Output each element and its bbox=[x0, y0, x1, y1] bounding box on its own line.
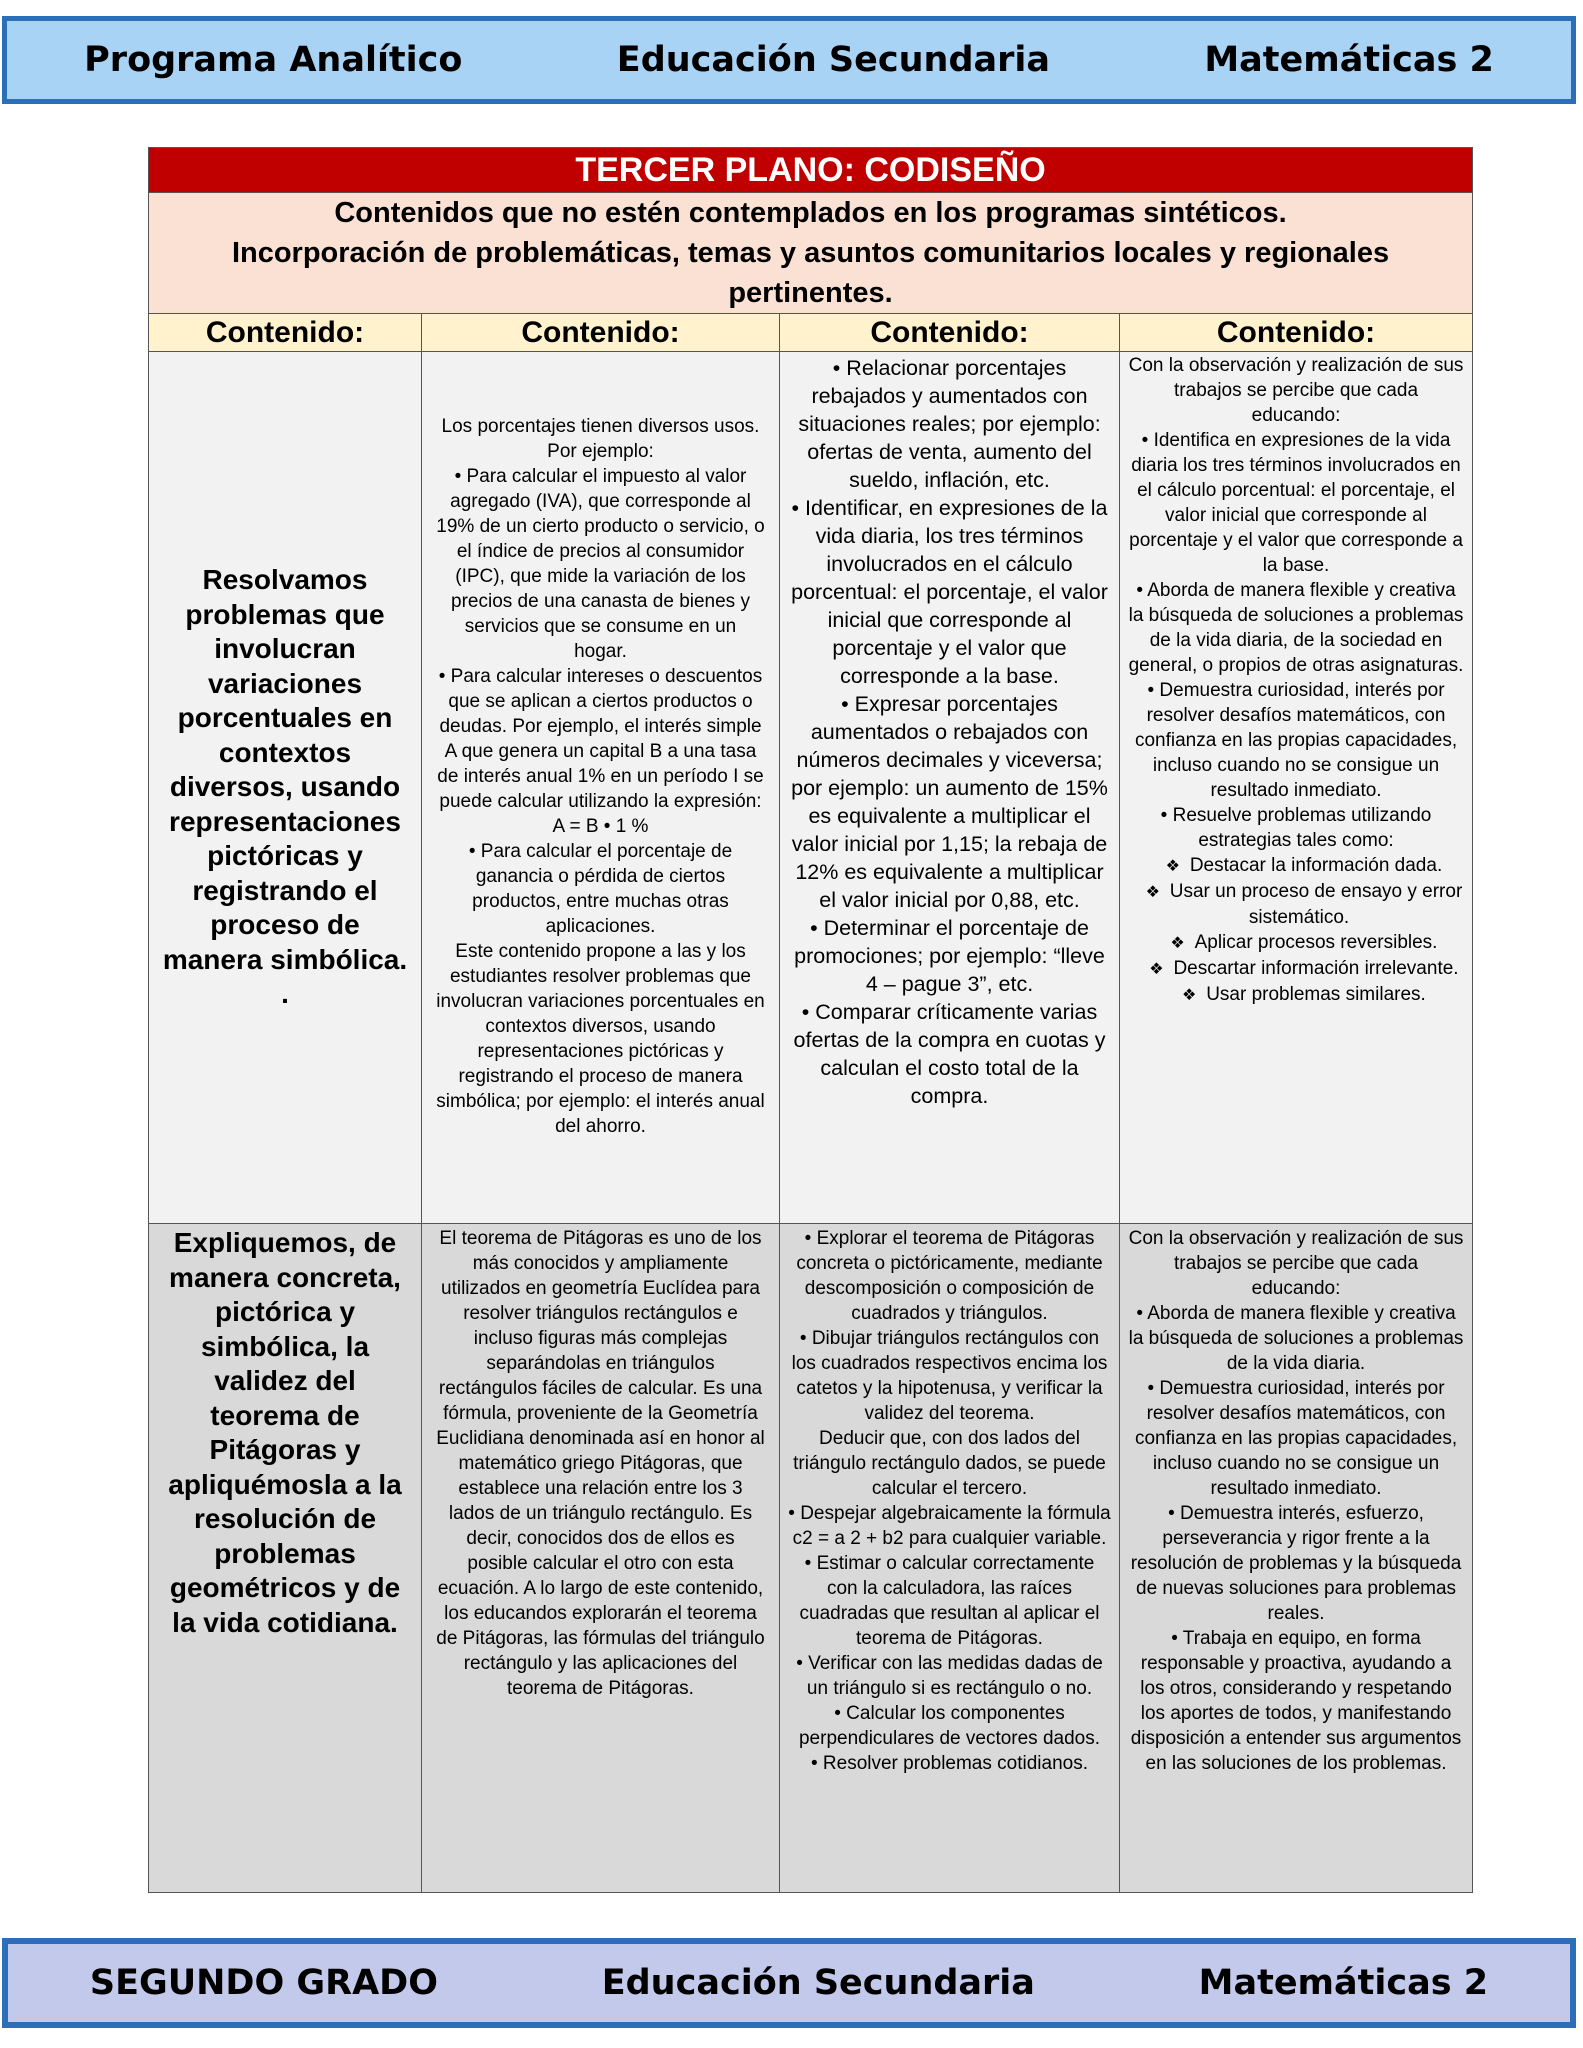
footer-subject: Matemáticas 2 bbox=[1198, 1963, 1489, 2003]
table-subtitle bbox=[149, 193, 1473, 314]
evaluation-item: • Trabaja en equipo, en forma responsable y proactiva, ayudando a los otros, considerando y respetando los aportes de todos, y manifestando disposición a entender sus argumentos en las soluciones de los problemas. bbox=[1130, 1628, 1462, 1774]
codesign-table bbox=[148, 147, 1472, 1893]
topic-cell bbox=[149, 352, 422, 1224]
table-row bbox=[149, 1224, 1473, 1893]
strategy-text: Aplicar procesos reversibles. bbox=[1194, 932, 1438, 953]
evaluation-item: • Demuestra curiosidad, interés por resolver desafíos matemáticos, con confianza en las propias capacidades, incluso cuando no se consigue un resultado inmediato. bbox=[1134, 1378, 1458, 1499]
header-program: Programa Analítico bbox=[84, 40, 463, 80]
learning-item: • Verificar con las medidas dadas de un triángulo si es rectángulo o no. bbox=[796, 1653, 1103, 1699]
column-header: Contenido: bbox=[780, 314, 1120, 352]
header-level: Educación Secundaria bbox=[616, 40, 1051, 80]
strategy-item bbox=[1128, 956, 1464, 982]
strategy-text: Usar problemas similares. bbox=[1206, 984, 1426, 1005]
learning-item: • Determinar el porcentaje de promociones; por ejemplo: “lleve 4 – pague 3”, etc. bbox=[794, 916, 1105, 996]
column-header: Contenido: bbox=[1120, 314, 1473, 352]
table-title: TERCER PLANO: CODISEÑO bbox=[149, 148, 1473, 193]
evaluation-item: • Aborda de manera flexible y creativa la búsqueda de soluciones a problemas de la vida diaria. bbox=[1128, 1303, 1464, 1374]
learning-cell bbox=[780, 1224, 1120, 1893]
learning-item: • Relacionar porcentajes rebajados y aumentados con situaciones reales; por ejemplo: ofertas de venta, aumento del sueldo, inflación, etc. bbox=[798, 356, 1101, 492]
learning-item: • Resolver problemas cotidianos. bbox=[810, 1753, 1088, 1774]
description-paragraph: Los porcentajes tienen diversos usos. Por ejemplo: bbox=[441, 416, 760, 462]
description-cell bbox=[422, 352, 780, 1224]
description-paragraph: El teorema de Pitágoras es uno de los más conocidos y ampliamente utilizados en geometría Euclídea para resolver triángulos rectángulos e incluso figuras más complejas separándolas en triángulos rectángulos fáciles de calcular. Es una fórmula, proveniente de la Geometría Euclidiana denominada así en honor al matemático griego Pitágoras, que establece una relación entre los 3 lados de un triángulo rectángulo. Es decir, conocidos dos de ellos es posible calcular el otro con esta ecuación. A lo largo de este contenido, los educandos explorarán el teorema de Pitágoras, las fórmulas del triángulo rectángulo y las aplicaciones del teorema de Pitágoras. bbox=[436, 1228, 765, 1699]
evaluation-item: Con la observación y realización de sus trabajos se percibe que cada educando: bbox=[1128, 1228, 1464, 1299]
topic-dot: . bbox=[281, 978, 289, 1010]
diamond-bullet-icon: ❖ bbox=[1149, 961, 1164, 978]
footer-level: Educación Secundaria bbox=[601, 1963, 1035, 2003]
topic-text: Expliquemos, de manera concreta, pictórica y simbólica, la validez del teorema de Pitágoras y apliquémosla a la resolución de problemas geométricos y de la vida cotidiana. bbox=[168, 1227, 402, 1638]
description-paragraph: • Para calcular el impuesto al valor agregado (IVA), que corresponde al 19% de un cierto producto o servicio, o el índice de precios al consumidor (IPC), que mide la variación de los precios de una canasta de bienes y servicios que se consume en un hogar. bbox=[436, 466, 765, 662]
footer-grade: SEGUNDO GRADO bbox=[89, 1963, 438, 2003]
strategy-item bbox=[1128, 982, 1464, 1008]
evaluation-cell bbox=[1120, 352, 1473, 1224]
evaluation-item: • Demuestra interés, esfuerzo, perseverancia y rigor frente a la resolución de problemas y la búsqueda de nuevas soluciones para problemas reales. bbox=[1130, 1503, 1462, 1624]
learning-item: • Comparar críticamente varias ofertas de la compra en cuotas y calculan el costo total de la compra. bbox=[793, 1000, 1106, 1108]
evaluation-item: • Identifica en expresiones de la vida diaria los tres términos involucrados en el cálculo porcentual: el porcentaje, el valor inicial que corresponde al porcentaje y el valor que corresponde a la base. bbox=[1129, 430, 1463, 576]
learning-item: • Estimar o calcular correctamente con la calculadora, las raíces cuadradas que resultan al aplicar el teorema de Pitágoras. bbox=[799, 1553, 1100, 1649]
evaluation-item: • Aborda de manera flexible y creativa la búsqueda de soluciones a problemas de la vida diaria, de la sociedad en general, o propios de otras asignaturas. bbox=[1128, 580, 1464, 676]
learning-item: Deducir que, con dos lados del triángulo rectángulo dados, se puede calcular el tercero. bbox=[793, 1428, 1106, 1499]
learning-item: • Identificar, en expresiones de la vida diaria, los tres términos involucrados en el cálculo porcentual: el porcentaje, el valor inicial que corresponde al porcentaje y el valor que corresponde a la base. bbox=[791, 496, 1108, 688]
column-header: Contenido: bbox=[149, 314, 422, 352]
subtitle-line-2: Incorporación de problemáticas, temas y asuntos comunitarios locales y regionales pertinentes. bbox=[231, 237, 1390, 309]
learning-item: • Explorar el teorema de Pitágoras concreta o pictóricamente, mediante descomposición o composición de cuadrados y triángulos. bbox=[796, 1228, 1103, 1324]
footer-banner bbox=[2, 1938, 1576, 2028]
learning-item: • Despejar algebraicamente la fórmula c2 = a 2 + b2 para cualquier variable. bbox=[788, 1503, 1111, 1549]
header-subject: Matemáticas 2 bbox=[1204, 40, 1494, 80]
description-paragraph: Este contenido propone a las y los estudiantes resolver problemas que involucran variaciones porcentuales en contextos diversos, usando representaciones pictóricas y registrando el proceso de manera simbólica; por ejemplo: el interés anual del ahorro. bbox=[436, 941, 765, 1137]
diamond-bullet-icon: ❖ bbox=[1145, 884, 1160, 901]
evaluation-item: Con la observación y realización de sus trabajos se percibe que cada educando: bbox=[1128, 355, 1464, 426]
learning-cell bbox=[780, 352, 1120, 1224]
strategy-text: Destacar la información dada. bbox=[1189, 855, 1443, 876]
column-header: Contenido: bbox=[422, 314, 780, 352]
diamond-bullet-icon: ❖ bbox=[1165, 858, 1180, 875]
strategy-text: Usar un proceso de ensayo y error sistemático. bbox=[1169, 881, 1463, 928]
evaluation-cell bbox=[1120, 1224, 1473, 1893]
table-row bbox=[149, 352, 1473, 1224]
subtitle-line-1: Contenidos que no estén contemplados en los programas sintéticos. bbox=[334, 197, 1287, 229]
description-cell bbox=[422, 1224, 780, 1893]
strategy-text: Descartar información irrelevante. bbox=[1173, 958, 1459, 979]
strategy-item bbox=[1128, 853, 1464, 879]
topic-cell bbox=[149, 1224, 422, 1893]
evaluation-item: • Demuestra curiosidad, interés por resolver desafíos matemáticos, con confianza en las propias capacidades, incluso cuando no se consigue un resultado inmediato. bbox=[1134, 680, 1458, 801]
evaluation-item: • Resuelve problemas utilizando estrategias tales como: bbox=[1160, 805, 1432, 851]
description-paragraph: • Para calcular el porcentaje de ganancia o pérdida de ciertos productos, entre muchas otras aplicaciones. bbox=[468, 841, 733, 937]
learning-item: • Expresar porcentajes aumentados o rebajados con números decimales y viceversa; por ejemplo: un aumento de 15% es equivalente a multiplicar el valor inicial por 1,15; la rebaja de 12% es equivalente a multiplicar el valor inicial por 0,88, etc. bbox=[791, 692, 1108, 912]
topic-text: Resolvamos problemas que involucran variaciones porcentuales en contextos diversos, usando representaciones pictóricas y registrando el proceso de manera simbólica. bbox=[162, 564, 408, 975]
strategy-item bbox=[1128, 930, 1464, 956]
strategy-item bbox=[1128, 879, 1464, 930]
diamond-bullet-icon: ❖ bbox=[1170, 935, 1185, 952]
learning-item: • Calcular los componentes perpendiculares de vectores dados. bbox=[798, 1703, 1101, 1749]
diamond-bullet-icon: ❖ bbox=[1182, 987, 1197, 1004]
header-banner bbox=[2, 16, 1576, 104]
learning-item: • Dibujar triángulos rectángulos con los cuadrados respectivos encima los catetos y la hipotenusa, y verificar la validez del teorema. bbox=[791, 1328, 1108, 1424]
description-paragraph: • Para calcular intereses o descuentos que se aplican a ciertos productos o deudas. Por ejemplo, el interés simple A que genera un capital B a una tasa de interés anual 1% en un período I se puede calcular utilizando la expresión: A = B • 1 % bbox=[437, 666, 764, 837]
